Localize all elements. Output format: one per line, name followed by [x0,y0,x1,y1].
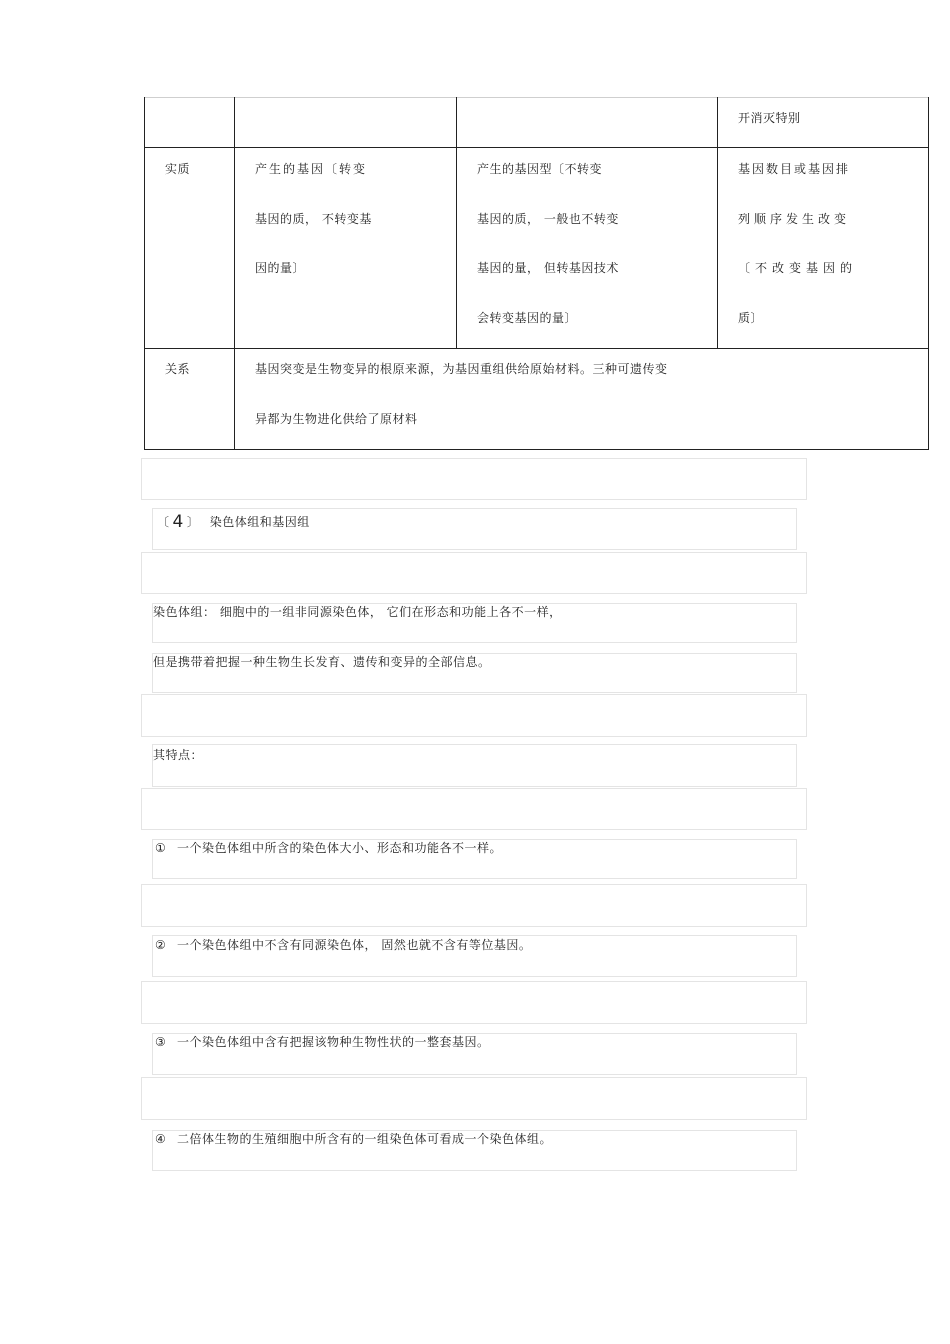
feature-text: 一个染色体组中不含有同源染色体， 固然也就不含有等位基因。 [177,938,532,952]
essence-col4-line: 质〕 [738,311,764,325]
feature-item [155,1033,490,1050]
feature-number: ③ [155,1035,167,1049]
feature-number: ① [155,841,167,855]
feature-text: 一个染色体组中含有把握该物种生物性状的一整套基因。 [177,1035,490,1049]
relation-content-line: 异都为生物进化供给了原材料 [255,412,418,426]
essence-col4-line: 基因数目或基因排 [738,162,851,176]
essence-col3-line: 会转变基因的量〕 [477,311,578,325]
definition-line: 但是携带着把握一种生物生长发育、遗传和变异的全部信息。 [153,655,491,669]
top-row-col4-line: 开消灭特别 [738,111,801,125]
features-label: 其特点： [153,748,204,762]
feature-item [155,1130,552,1147]
section-number-open: 〔 [157,515,170,529]
essence-col3-line: 产生的基因型〔不转变 [477,162,603,176]
definition-line: 染色体组： 细胞中的一组非同源染色体， 它们在形态和功能上各不一样， [153,605,562,619]
essence-col3-line: 基因的量， 但转基因技术 [477,261,619,275]
feature-item [155,839,502,856]
essence-col3-line: 基因的质， 一般也不转变 [477,212,619,226]
section-number-close: 〕 [186,515,200,529]
section-heading [157,512,310,532]
feature-number: ② [155,938,167,952]
essence-col4-line: 〔不改变基因的 [738,261,858,275]
feature-number: ④ [155,1132,167,1146]
section-number: 4 [172,512,184,532]
feature-text: 一个染色体组中所含的染色体大小、形态和功能各不一样。 [177,841,503,855]
essence-col2-line: 因的量〕 [255,261,306,275]
relation-content-line: 基因突变是生物变异的根原来源，为基因重组供给原始材料。三种可遗传变 [255,362,668,376]
row-label-essence: 实质 [165,162,191,176]
feature-item [155,936,531,953]
section-title: 染色体组和基因组 [209,515,310,529]
essence-col2-line: 产生的基因〔转变 [255,162,368,176]
essence-col2-line: 基因的质， 不转变基 [255,212,372,226]
feature-text: 二倍体生物的生殖细胞中所含有的一组染色体可看成一个染色体组。 [177,1132,553,1146]
essence-col4-line: 列顺序发生改变 [738,212,851,226]
row-label-relation: 关系 [165,362,191,376]
